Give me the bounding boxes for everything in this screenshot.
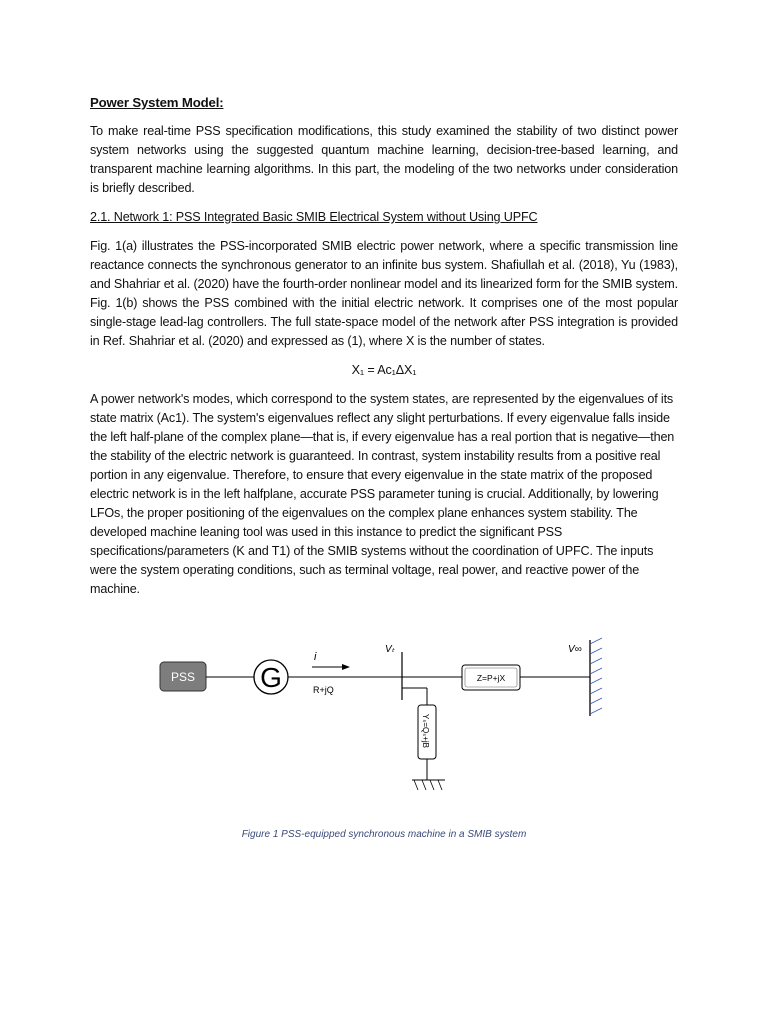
smib-diagram: [150, 630, 620, 800]
pss-label: PSS: [170, 670, 196, 684]
infinite-bus-hatch: [590, 638, 602, 714]
figure-caption: Figure 1 PSS-equipped synchronous machine in a SMIB system: [241, 829, 527, 840]
network-paragraph: Fig. 1(a) illustrates the PSS-incorporated SMIB electric power network, where a specific transmission line reactance connects the synchronous generator to an infinite bus system. Shafiullah et al. (2018), Yu (1983), and Shahriar et al. (2020) have the fourth-order nonlinear model and its linearized form for the SMIB system. Fig. 1(b) shows the PSS combined with the initial electric network. It comprises one of the most popular single-stage lead-lag controllers. The full state-space model of the network after PSS integration is provided in Ref. Shahriar et al. (2020) and expressed as (1), where X is the number of states.: [90, 239, 678, 348]
state-equation: X₁ = Ac₁ΔX₁: [351, 363, 417, 377]
line-impedance-label: Z=P+jX: [476, 673, 506, 683]
eigenvalue-paragraph: A power network's modes, which correspond to the system states, are represented by the eigenvalues of its state matrix (Ac1). The system's eigenvalues reflect any slight perturbations. If every eigenvalue falls inside the left half-plane of the complex plane—that is, if every eigenvalue has a real portion that is negative—then the stability of the electric network is guaranteed. In contrast, system instability results from a positive real portion in any eigenvalue. Therefore, to ensure that every eigenvalue in the state matrix of the proposed electric network is in the left halfplane, accurate PSS parameter tuning is crucial. Additionally, by lowering LFOs, the proper positioning of the eigenvalues on the complex plane enhances system stability. The developed machine leaning tool was used in this instance to predict the significant PSS specifications/parameters (K and T1) of the SMIB systems without the coordination of UPFC. The inputs were the system operating conditions, such as terminal voltage, real power, and reactive power of the machine.: [90, 392, 675, 596]
vinf-label: V∞: [568, 644, 582, 655]
intro-paragraph: To make real-time PSS specification modifications, this study examined the stability of two distinct power system networks using the suggested quantum machine learning, decision-tree-based learning, and transparent machine learning algorithms. In this part, the modeling of the two networks under consideration is briefly described.: [90, 124, 678, 195]
vt-label: Vₜ: [385, 644, 395, 655]
text-body: [90, 93, 678, 599]
subsection-heading: 2.1. Network 1: PSS Integrated Basic SMIB Electrical System without Using UPFC: [90, 210, 538, 224]
generator-label: G: [260, 662, 282, 693]
power-label: R+jQ: [313, 685, 334, 695]
shunt-label: Yₛ=Qₛ+jB: [421, 714, 430, 748]
section-heading: Power System Model:: [90, 95, 224, 110]
current-label: i: [314, 651, 317, 663]
